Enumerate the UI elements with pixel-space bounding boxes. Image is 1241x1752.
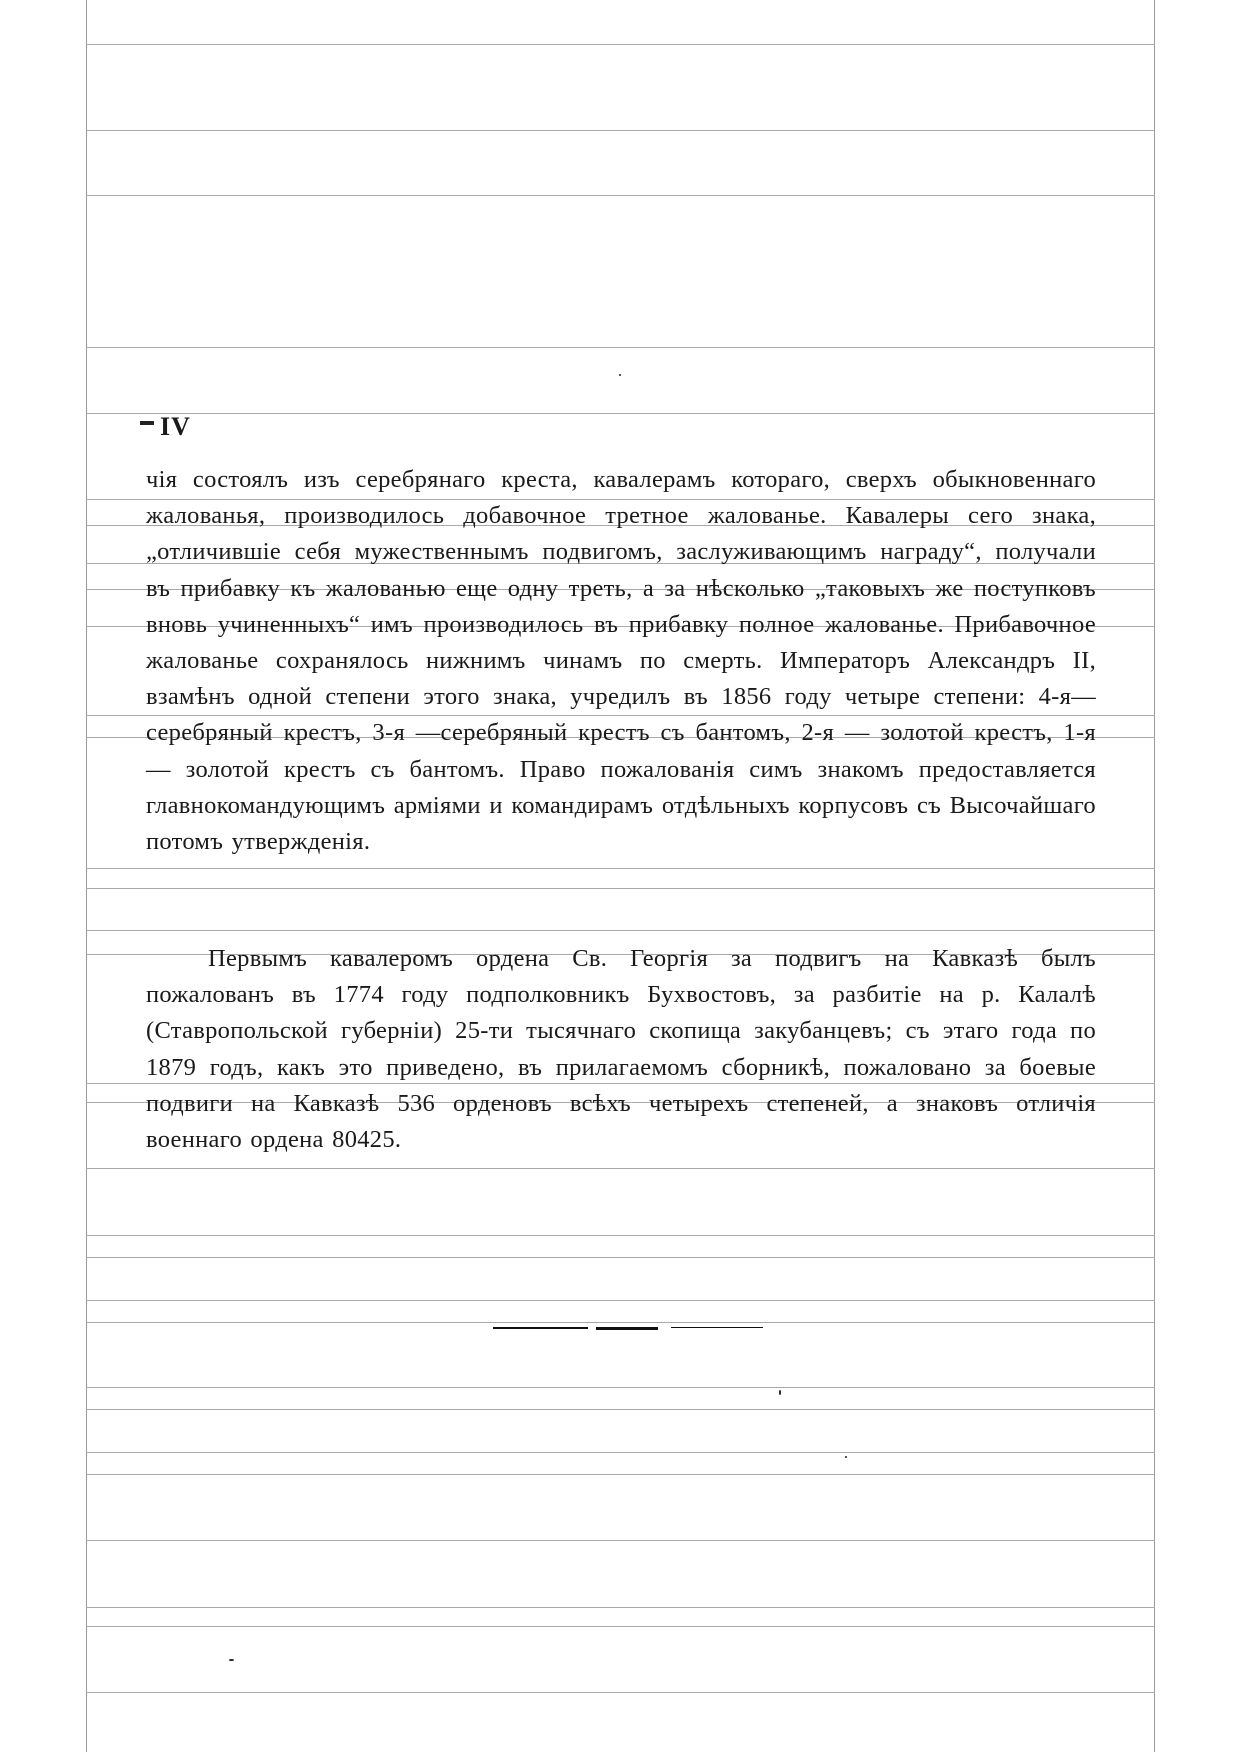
rule-line — [86, 1452, 1155, 1453]
rule-line — [86, 413, 1155, 414]
rule-line — [86, 195, 1155, 196]
scan-speck — [779, 1390, 781, 1395]
rule-line — [86, 930, 1155, 931]
rule-line — [86, 1257, 1155, 1258]
rule-line — [86, 1607, 1155, 1608]
end-ornament-rule — [493, 1327, 763, 1330]
rule-line — [86, 1322, 1155, 1323]
rule-line — [86, 1235, 1155, 1236]
rule-line — [86, 1168, 1155, 1169]
rule-line — [86, 1387, 1155, 1388]
rule-line — [86, 1474, 1155, 1475]
body-paragraph-1: чія состоялъ изъ серебрянаго креста, кавалерамъ котораго, сверхъ обыкновеннаго жалованья, производилось добавочное третное жалованье. Кавалеры сего знака, „отличившіе себя мужественнымъ подвигомъ, заслуживающимъ награду“, получали въ прибавку къ жалованью еще одну треть, а за нѣсколько „таковыхъ же поступковъ вновь учиненныхъ“ имъ производилось въ прибавку полное жалованье. Прибавочное жалованье сохранялось нижнимъ чинамъ по смерть. Императоръ Александръ II, взамѣнъ одной степени этого знака, учредилъ въ 1856 году четыре степени: 4-я—серебряный крестъ, 3-я —серебряный крестъ съ бантомъ, 2-я — золотой крестъ, 1-я — золотой крестъ съ бантомъ. Право пожалованія симъ знакомъ предоставляется главнокомандующимъ арміями и командирамъ отдѣльныхъ корпусовъ съ Высочайшаго потомъ утвержденія. — [146, 466, 1096, 856]
scan-speck — [619, 374, 621, 376]
rule-line — [86, 888, 1155, 889]
rule-line — [86, 1300, 1155, 1301]
rule-line — [86, 130, 1155, 131]
rule-line — [86, 1540, 1155, 1541]
rule-line — [86, 1409, 1155, 1410]
scan-speck — [845, 1456, 847, 1458]
rule-line — [86, 44, 1155, 45]
rule-line — [86, 868, 1155, 869]
body-paragraph-2: Первымъ кавалеромъ ордена Св. Георгія за подвигъ на Кавказѣ былъ пожалованъ въ 1774 году подполковникъ Бухвостовъ, за разбитіе на р. Калалѣ (Ставропольской губерніи) 25-ти тысячнаго скопища закубанцевъ; съ этаго года по 1879 годъ, какъ это приведено, въ прилагаемомъ сборникѣ, пожаловано за боевые подвиги на Кавказѣ 536 орденовъ всѣхъ четырехъ степеней, а знаковъ отличія военнаго ордена 80425. — [146, 945, 1096, 1154]
rule-line — [86, 1692, 1155, 1693]
rule-line — [86, 347, 1155, 348]
scan-speck — [229, 1659, 234, 1661]
rule-line — [86, 1626, 1155, 1627]
ruled-frame — [86, 0, 1155, 1752]
page-number: IV — [140, 412, 191, 442]
